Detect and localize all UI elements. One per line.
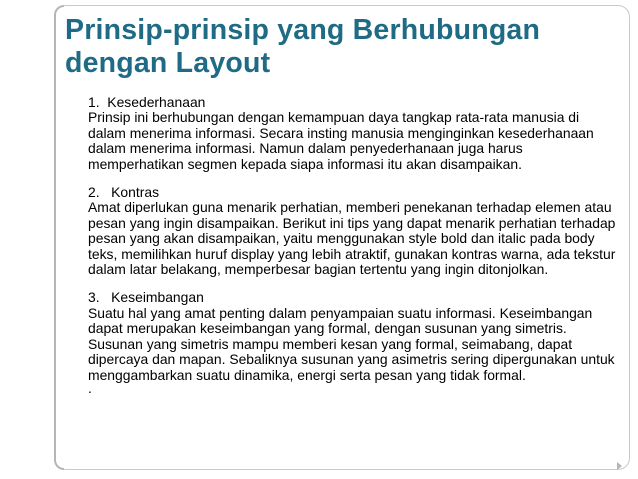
section-heading: 1. Kesederhanaan [88, 94, 206, 110]
frame-left-accent [54, 5, 64, 470]
section-kesederhanaan [88, 95, 618, 172]
trailing-mark: . [88, 379, 92, 396]
slide-title-line-1: Prinsip-prinsip yang Berhubungan [65, 14, 541, 46]
section-text: Prinsip ini berhubungan dengan kemampuan daya tangkap rata-rata manusia di dalam menerima informasi. Secara insting manusia menginginkan kesederhanaan dalam menerima informasi. Namun dalam penyederhanaan juga harus memperhatikan segmen kepada siapa informasi itu akan disampaikan. [88, 109, 594, 172]
section-kontras [88, 185, 618, 277]
slide-body [88, 95, 618, 396]
section-keseimbangan [88, 290, 618, 382]
section-heading: 3. Keseimbangan [88, 289, 204, 306]
slide-title-line-2: dengan Layout [65, 47, 271, 79]
section-text: Amat diperlukan guna menarik perhatian, memberi penekanan terhadap elemen atau pesan yang ingin disampaikan. Berikut ini tips yang dapat menarik perhatian terhadap pesan yang akan disampaikan, yaitu menggunakan style bold dan italic pada body teks, memilihkan huruf display yang lebih atraktif, gunakan kontras warna, ada tekstur dalam latar belakang, memperbesar bagian tertentu yang ingin ditonjolkan. [88, 199, 616, 278]
section-heading: 2. Kontras [88, 184, 160, 201]
slide-title [65, 14, 625, 80]
section-text: Suatu hal yang amat penting dalam penyampaian suatu informasi. Keseimbangan dapat merupakan keseimbangan yang formal, dengan susunan yang simetris. Susunan yang simetris mampu memberi kesan yang formal, seimabang, dapat dipercaya dan mapan. Sebaliknya susunan yang asimetris sering dipergunakan untuk menggambarkan suatu dinamika, energi serta pesan yang tidak formal. [88, 304, 615, 383]
corner-arrow-icon [617, 462, 622, 470]
